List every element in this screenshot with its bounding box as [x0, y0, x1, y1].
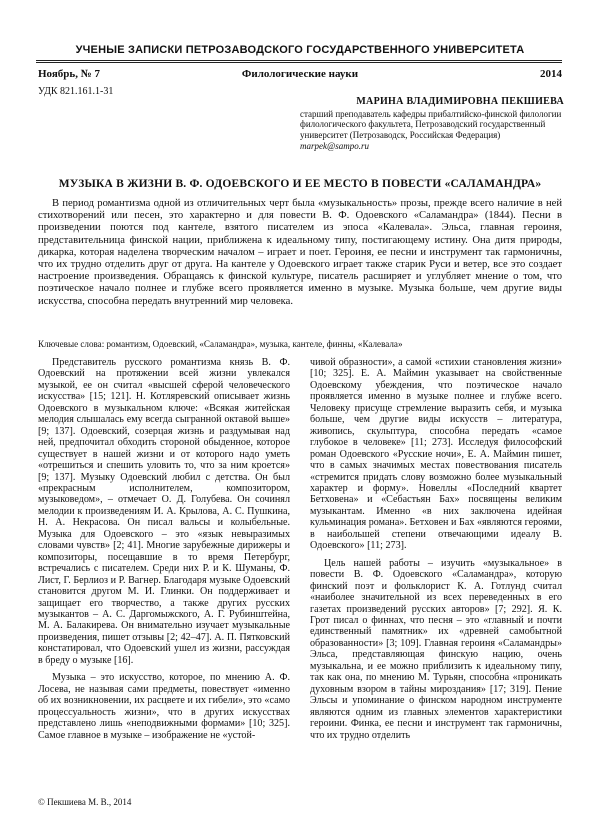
- udk-code: УДК 821.161.1-31: [38, 86, 114, 97]
- issue-year: 2014: [540, 68, 562, 80]
- journal-title: УЧЕНЫЕ ЗАПИСКИ ПЕТРОЗАВОДСКОГО ГОСУДАРСТВЕННОГО УНИВЕРСИТЕТА: [75, 44, 525, 56]
- paragraph: Цель нашей работы – изучить «музыкальное» в повести В. Ф. Одоевского «Саламандра», которую финский поэт и фольклорист К. А. Готлунд считал «наиболее значительной из всех переведенных в его газетах произведений русских авторов» [7; 292]. Я. К. Грот писал о финнах, что песня – это «главный и почти единственный памятник» их «древней самобытной образованности» [3; 109]. Главная героиня «Саламандры» Эльса, представляющая финскую нацию, очень музыкальна, и ее можно приблизить к идеальному типу, так как она, по мнению М. Турьян, способна «проникать духовным взором в тайны мироздания» [17; 319]. Пение Эльсы и упоминание о финском народном инструменте являются одним из главных элементов характеристики героини. Финка, ее песни и инструмент так гармоничны, что их трудно отделить: [310, 557, 562, 741]
- paragraph: чивой образности», а самой «стихии становления жизни» [10; 325]. Е. А. Маймин указывает на свойственные Одоевскому убеждения, что поэтическое начало проявляется именно в музыке полнее и глубже всего. Человеку присуще стремление выразить себя, и музыка больше, чем другие виды искусств – литература, живопись, скульптура, способна передать «самое глубокое в человеке» [11; 273]. Исследуя философский роман Одоевского «Русские ночи», Е. А. Маймин пишет, что в самых значимых местах повествования писатель «стремится придать слову возможно более музыкальный характер и форму». Новеллы «Последний квартет Бетховена» и «Себастьян Бах» посвящены великим музыкантам. Именно «в них заключена идейная кульминация романа». Бетховен и Бах «являются героями, в наибольшей степени отвечающими идеалу В. Одоевского» [11; 273].: [310, 357, 562, 552]
- header-rule: [36, 60, 562, 61]
- article-title: МУЗЫКА В ЖИЗНИ В. Ф. ОДОЕВСКОГО И ЕЕ МЕСТО В ПОВЕСТИ «САЛАМАНДРА»: [58, 178, 542, 190]
- issue-number: Ноябрь, № 7: [38, 68, 101, 80]
- author-block: [300, 97, 564, 152]
- section-name: Филологические науки: [241, 68, 359, 80]
- header-rule-thin: [36, 62, 562, 63]
- body-column-left: [38, 357, 290, 741]
- abstract: В период романтизма одной из отличительных черт была «музыкальность» прозы, прежде всего наличие в ней стихотворений или песен, это характерно и для повести В. Ф. Одоевского «Саламандра» (1844). Песни в произведении поются под кантеле, взятого писателем из эпоса «Калевала». Эльса, главная героиня, представительница финской нации, приближена к идеальному типу, постигающему истину. Она дитя природы, дикарка, которая наделена творческим началом – играет и поет. Героиня, ее песни и инструмент так гармоничны, что их трудно отделить друг от друга. На кантеле у Одоевского играет также старик Руси и ветер, все это создает настроение произведения. Обращаясь к финской культуре, писатель расширяет и углубляет мнение о том, что поэтическое начало полнее и глубже всего проявляется именно в музыке. Музыка больше, чем другие виды искусства, способна передать внутренний мир человека.: [38, 198, 562, 307]
- paragraph: Представитель русского романтизма князь В. Ф. Одоевский на протяжении всей жизни увлекался музыкой, ее он считал «высшей сферой человеческого искусства» [15; 121]. Н. Котляревский описывает жизнь Одоевского в музыкальном ключе: «Всякая житейская мелодия слышалась ему всегда сыгранной октавой выше» [9; 137]. Одоевский, созерцая жизнь и раздумывая над ней, предпочитал обходить стороной обыденное, которое существует в нашей жизни и от которого надо уметь «отрешиться и спешить уловить то, что за ним кроется» [9; 137]. Музыку Одоевский любил с детства. Он был «прекрасным исполнителем, композитором, музыковедом», – отмечает О. Д. Голубева. Он сочинял мелодии к произведениям И. А. Крылова, А. С. Пушкина, Н. А. Некрасова. Он писал вальсы и колыбельные. Музыка для Одоевского – это «язык невыразимых словами чувств» [2; 41]. Многие зарубежные дирижеры и композиторы, посещавшие в то время Петербург, встречались с писателем. Среди них Р. и К. Шуманы, Ф. Лист, Г. Берлиоз и Р. Вагнер. Благодаря музыке Одоевский становится другом М. И. Глинки. Он поддерживает и защищает его творчество, а также других русских музыкантов – А. С. Даргомыжского, А. Г. Рубинштейна, М. А. Балакирева. Он внимательно изучает музыкальные произведения, пишет отзывы [2; 42–47]. А. П. Пятковский констатировал, что Одоевский ушел из жизни, рассуждая в бреду о музыке [16].: [38, 357, 290, 666]
- copyright-notice: © Пекшиева М. В., 2014: [38, 797, 132, 807]
- author-affiliation: старший преподаватель кафедры прибалтийско-финской филологии филологического факультета, Петрозаводский государственный университет (Петрозаводск, Российская Федерация): [300, 108, 562, 141]
- author-email[interactable]: marpek@sampo.ru: [300, 140, 370, 151]
- paragraph: Музыка – это искусство, которое, по мнению А. Ф. Лосева, не называя сами предметы, повествует «именно об их возникновении, их расцвете и их гибели», это «само процессуальность жизни», что в других искусствах представлено лишь «неподвижными формами» [10; 325]. Самое главное в музыке – изображение не «устой-: [38, 672, 290, 741]
- body-column-right: [310, 357, 562, 741]
- author-name: МАРИНА ВЛАДИМИРОВНА ПЕКШИЕВА: [356, 96, 564, 107]
- keywords: Ключевые слова: романтизм, Одоевский, «Саламандра», музыка, кантеле, финны, «Калевала»: [38, 339, 403, 349]
